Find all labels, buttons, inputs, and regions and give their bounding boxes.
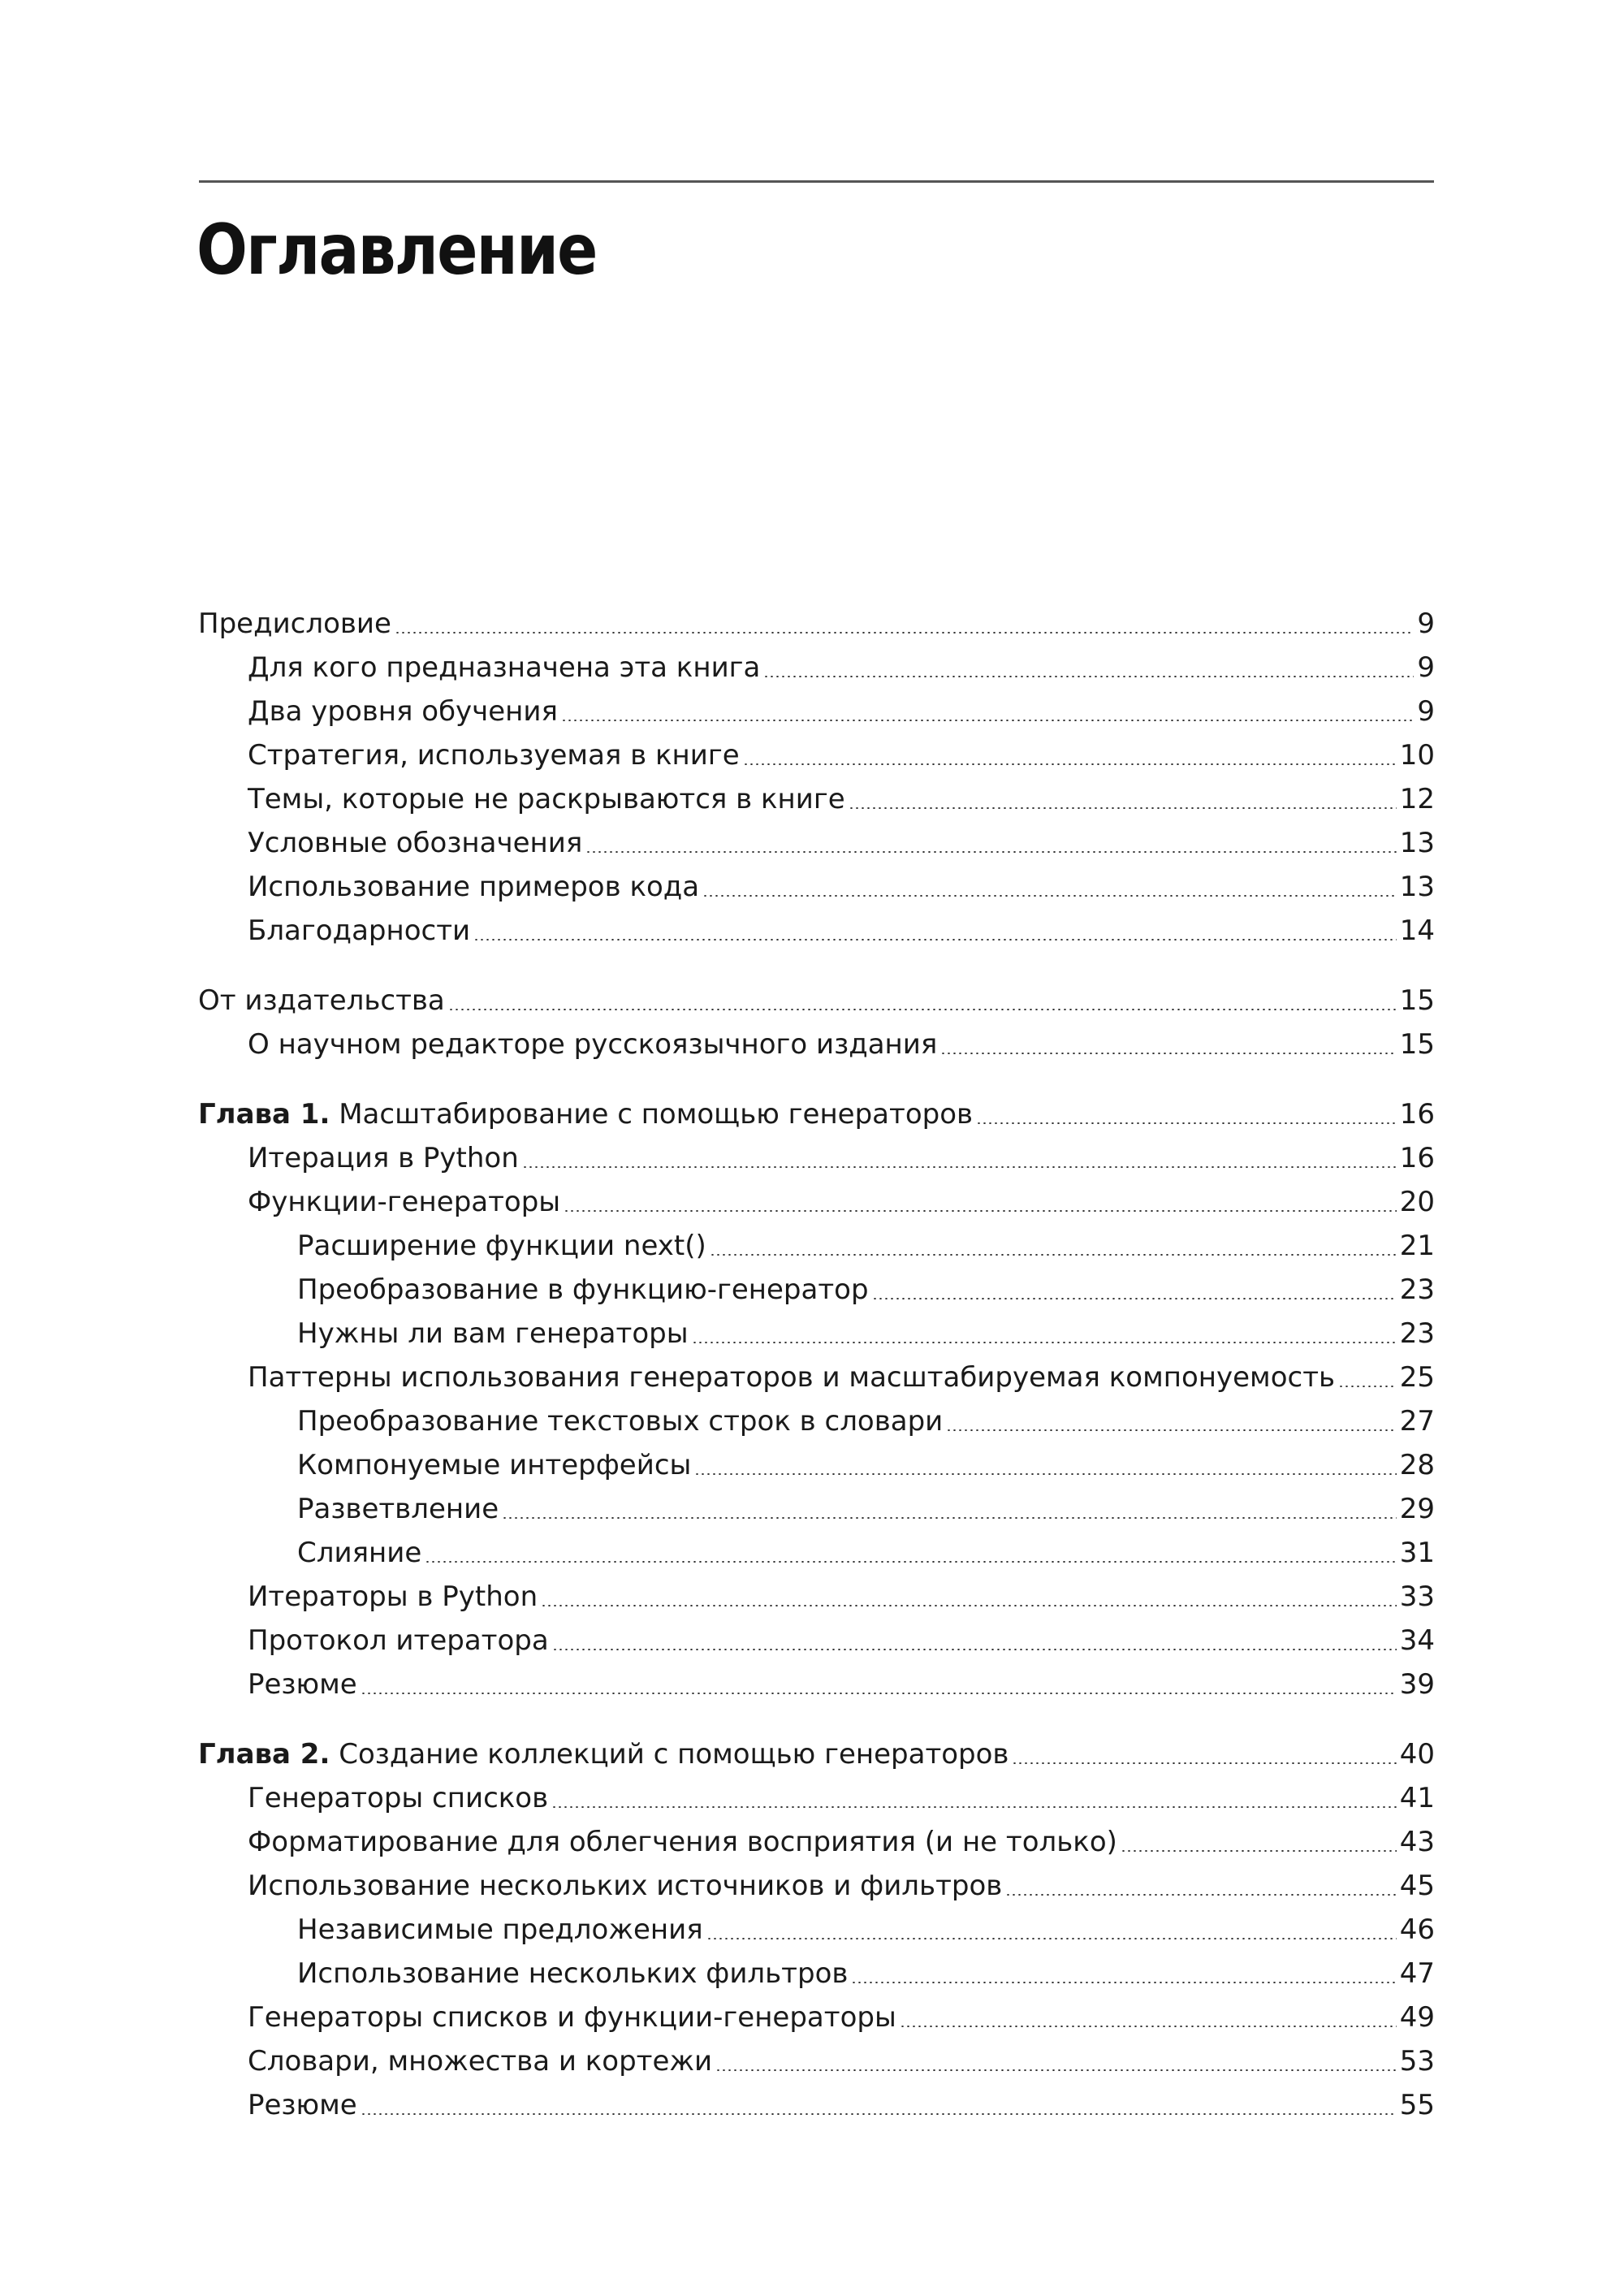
dot-leader	[1121, 1850, 1397, 1852]
toc-entry	[297, 1225, 1435, 1264]
toc-page-number: 33	[1399, 1580, 1435, 1613]
toc-entry-title	[297, 1956, 848, 1991]
dot-leader	[361, 2113, 1397, 2115]
toc-page-number: 46	[1399, 1913, 1435, 1946]
toc-entry	[248, 1023, 1435, 1062]
toc-entry-label: Итераторы в Python	[248, 1580, 538, 1613]
dot-leader	[692, 1342, 1397, 1343]
toc-entry	[297, 1400, 1435, 1439]
toc-entry-title	[297, 1316, 689, 1351]
dot-leader	[473, 939, 1397, 940]
toc-entry-title	[198, 606, 391, 642]
toc-page-number: 20	[1399, 1186, 1435, 1218]
toc-entry-label: Итерация в Python	[248, 1142, 519, 1174]
toc-entry	[248, 1356, 1435, 1395]
toc-entry-label: От издательства	[198, 984, 445, 1017]
toc-entry	[297, 1269, 1435, 1308]
toc-entry-title	[198, 1096, 973, 1132]
dot-leader	[763, 676, 1414, 677]
toc-entry-title	[297, 1535, 421, 1571]
toc-page-number: 13	[1399, 827, 1435, 859]
toc-entry	[248, 690, 1435, 729]
toc-page-number: 28	[1399, 1449, 1435, 1481]
chapter-number: Глава 1.	[198, 1098, 330, 1131]
toc-entry-title	[198, 1736, 1009, 1772]
toc-entry	[297, 1488, 1435, 1527]
toc-page-number: 34	[1399, 1624, 1435, 1657]
dot-leader	[849, 807, 1397, 809]
dot-leader	[694, 1473, 1396, 1475]
dot-leader	[1012, 1762, 1396, 1764]
toc-entry-label: Генераторы списков	[248, 1782, 549, 1814]
toc-entry-label: Использование примеров кода	[248, 871, 700, 903]
toc-page-number: 16	[1399, 1142, 1435, 1174]
toc-entry	[248, 1137, 1435, 1176]
toc-page-number: 23	[1399, 1273, 1435, 1306]
dot-leader	[425, 1561, 1396, 1563]
toc-entry-title	[198, 983, 445, 1018]
toc-entry	[248, 646, 1435, 685]
toc-entry	[248, 2040, 1435, 2079]
toc-page-number: 43	[1399, 1826, 1435, 1858]
toc-entry	[297, 1909, 1435, 1948]
toc-entry-label: Расширение функции next()	[297, 1230, 706, 1262]
toc-entry	[248, 1821, 1435, 1860]
toc-entry-title	[248, 1579, 538, 1615]
toc-page-number: 10	[1399, 739, 1435, 772]
toc-entry-label: Разветвление	[297, 1493, 499, 1525]
toc-entry-title	[248, 1360, 1335, 1395]
toc-entry-label: Форматирование для облегчения восприятия (и не только)	[248, 1826, 1117, 1858]
toc-page-number: 12	[1399, 783, 1435, 815]
dot-leader	[946, 1429, 1396, 1431]
dot-leader	[872, 1298, 1397, 1299]
toc-entry-label: Нужны ли вам генераторы	[297, 1317, 689, 1350]
toc-page-number: 40	[1399, 1738, 1435, 1771]
toc-page-number: 15	[1399, 1028, 1435, 1061]
dot-leader	[522, 1166, 1397, 1168]
toc-entry-label: Темы, которые не раскрываются в книге	[248, 783, 845, 815]
dot-leader	[395, 632, 1414, 633]
toc-entry-label: Резюме	[248, 1668, 357, 1701]
dot-leader	[552, 1649, 1397, 1650]
toc-entry-label: Резюме	[248, 2089, 357, 2121]
toc-page-number: 13	[1399, 871, 1435, 903]
toc-page-number: 25	[1399, 1361, 1435, 1394]
toc-page-number: 9	[1417, 695, 1435, 728]
toc-entry	[248, 822, 1435, 861]
toc-entry	[248, 1619, 1435, 1658]
toc-entry	[248, 866, 1435, 905]
dot-leader	[706, 1938, 1397, 1939]
toc-entry	[248, 1996, 1435, 2035]
toc-entry-label: Генераторы списков и функции-генераторы	[248, 2001, 896, 2034]
dot-leader	[851, 1982, 1396, 1983]
toc-entry-label: Словари, множества и кортежи	[248, 2045, 713, 2078]
toc-entry-label: Независимые предложения	[297, 1913, 703, 1946]
dot-leader	[564, 1210, 1397, 1212]
toc-page-number: 29	[1399, 1493, 1435, 1525]
toc-entry-label: Функции-генераторы	[248, 1186, 561, 1218]
toc-entry-title	[248, 1824, 1117, 1860]
toc-entry-label: Создание коллекций с помощью генераторов	[339, 1738, 1009, 1771]
dot-leader	[976, 1122, 1397, 1124]
toc-entry-title	[248, 737, 740, 773]
dot-leader	[561, 720, 1414, 721]
toc-entry-title	[248, 1667, 357, 1702]
toc-entry-title	[248, 2000, 896, 2035]
toc-entry-title	[248, 1140, 519, 1176]
toc-page-number: 21	[1399, 1230, 1435, 1262]
dot-leader	[715, 2069, 1397, 2071]
toc-entry	[248, 2084, 1435, 2123]
toc-page-number: 15	[1399, 984, 1435, 1017]
toc-entry	[248, 778, 1435, 817]
dot-leader	[1005, 1894, 1396, 1896]
page-title: Оглавление	[197, 210, 597, 291]
toc-entry-label: Предисловие	[198, 608, 391, 640]
toc-entry	[198, 1733, 1435, 1772]
toc-entry	[297, 1532, 1435, 1571]
toc-entry	[297, 1952, 1435, 1991]
dot-leader	[743, 763, 1397, 765]
toc-entry-title	[248, 650, 760, 685]
toc-page-number: 9	[1417, 651, 1435, 684]
dot-leader	[585, 851, 1396, 853]
toc-entry-label: Использование нескольких источников и фильтров	[248, 1870, 1003, 1902]
dot-leader	[710, 1254, 1397, 1256]
dot-leader	[361, 1693, 1397, 1694]
dot-leader	[448, 1009, 1397, 1010]
toc-entry-label: Использование нескольких фильтров	[297, 1957, 849, 1990]
toc-entry-label: Паттерны использования генераторов и масштабируемая компонуемость	[248, 1361, 1336, 1394]
toc-entry-title	[297, 1272, 869, 1308]
toc-page-number: 27	[1399, 1405, 1435, 1438]
toc-entry-label: Условные обозначения	[248, 827, 583, 859]
toc-entry	[198, 1093, 1435, 1132]
toc-entry-title	[248, 825, 582, 861]
toc-entry-title	[248, 1780, 548, 1816]
toc-entry-title	[248, 2087, 357, 2123]
toc-entry-label: О научном редакторе русскоязычного издания	[248, 1028, 938, 1061]
toc-entry	[248, 734, 1435, 773]
toc-entry-label: Благодарности	[248, 915, 471, 947]
toc-entry-title	[297, 1447, 691, 1483]
toc-entry-title	[297, 1228, 706, 1264]
toc-entry-label: Компонуемые интерфейсы	[297, 1449, 692, 1481]
toc-entry-label: Масштабирование с помощью генераторов	[339, 1098, 974, 1131]
toc-entry-title	[248, 913, 470, 949]
toc-entry-title	[248, 1623, 549, 1658]
dot-leader	[502, 1517, 1397, 1519]
toc-page-number: 55	[1399, 2089, 1435, 2121]
toc-entry	[297, 1312, 1435, 1351]
toc-entry	[198, 603, 1435, 642]
dot-leader	[541, 1605, 1397, 1606]
toc-page-number: 9	[1417, 608, 1435, 640]
toc-entry-title	[297, 1403, 943, 1439]
toc-entry	[248, 1663, 1435, 1702]
toc-entry-label: Для кого предназначена эта книга	[248, 651, 761, 684]
dot-leader	[551, 1806, 1397, 1808]
toc-entry-title	[248, 1868, 1002, 1904]
toc-entry-label: Протокол итератора	[248, 1624, 549, 1657]
toc-entry-title	[297, 1912, 703, 1948]
toc-entry	[248, 1181, 1435, 1220]
toc-page-number: 53	[1399, 2045, 1435, 2078]
toc-entry-title	[248, 869, 699, 905]
toc-page-number: 49	[1399, 2001, 1435, 2034]
toc-entry-title	[297, 1491, 499, 1527]
toc-page-number: 31	[1399, 1537, 1435, 1569]
dot-leader	[702, 895, 1397, 897]
toc-page-number: 14	[1399, 915, 1435, 947]
chapter-number: Глава 2.	[198, 1738, 330, 1771]
toc-entry	[297, 1444, 1435, 1483]
toc-page-number: 16	[1399, 1098, 1435, 1131]
dot-leader	[900, 2026, 1397, 2027]
toc-entry-label: Преобразование в функцию-генератор	[297, 1273, 869, 1306]
toc-entry-label: Преобразование текстовых строк в словари	[297, 1405, 944, 1438]
toc-entry-title	[248, 694, 558, 729]
toc-entry	[248, 1576, 1435, 1615]
toc-entry	[248, 1865, 1435, 1904]
toc-page-number: 23	[1399, 1317, 1435, 1350]
dot-leader	[940, 1053, 1396, 1054]
toc-entry-title	[248, 1184, 560, 1220]
dot-leader	[1338, 1386, 1397, 1387]
toc-entry-title	[248, 1027, 937, 1062]
toc-entry-label: Стратегия, используемая в книге	[248, 739, 740, 772]
toc-entry	[248, 1777, 1435, 1816]
toc-entry	[248, 910, 1435, 949]
toc-entry-title	[248, 2043, 712, 2079]
toc-entry-label: Слияние	[297, 1537, 422, 1569]
toc-page-number: 45	[1399, 1870, 1435, 1902]
toc-page-number: 41	[1399, 1782, 1435, 1814]
toc-page-number: 47	[1399, 1957, 1435, 1990]
toc-entry	[198, 979, 1435, 1018]
toc-page-number: 39	[1399, 1668, 1435, 1701]
toc-entry-title	[248, 781, 845, 817]
toc-entry-label: Два уровня обучения	[248, 695, 558, 728]
